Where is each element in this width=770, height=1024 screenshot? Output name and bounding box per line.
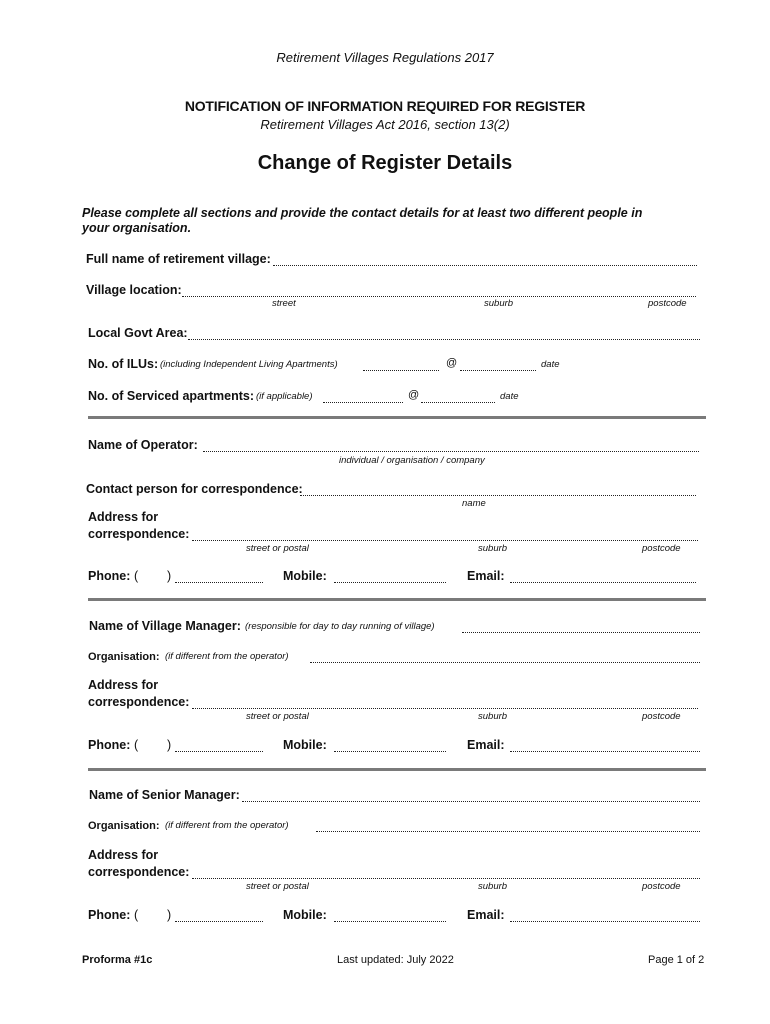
serviced-date-field[interactable] bbox=[421, 401, 495, 403]
ilus-count-field[interactable] bbox=[363, 369, 439, 371]
last-updated: Last updated: July 2022 bbox=[337, 954, 454, 966]
proforma-number: Proforma #1c bbox=[82, 954, 153, 966]
ilus-label: No. of ILUs: bbox=[88, 357, 159, 371]
manager-org-note: (if different from the operator) bbox=[165, 651, 289, 662]
manager-address-label-2: correspondence: bbox=[88, 695, 190, 709]
village-location-label: Village location: bbox=[86, 283, 182, 297]
operator-phone-paren-open: ( bbox=[134, 569, 139, 583]
manager-suburb-hint: suburb bbox=[478, 711, 508, 722]
senior-address-field[interactable] bbox=[192, 877, 700, 879]
village-name-label: Full name of retirement village: bbox=[86, 252, 271, 266]
ilus-note: (including Independent Living Apartments) bbox=[160, 359, 338, 370]
senior-org-label: Organisation: bbox=[88, 820, 160, 832]
senior-mobile-label: Mobile: bbox=[283, 908, 327, 922]
manager-postcode-hint: postcode bbox=[642, 711, 681, 722]
manager-street-hint: street or postal bbox=[246, 711, 309, 722]
manager-name-field[interactable] bbox=[462, 631, 700, 633]
serviced-at: @ bbox=[408, 389, 420, 401]
serviced-date-hint: date bbox=[500, 391, 519, 402]
senior-org-note: (if different from the operator) bbox=[165, 820, 289, 831]
regulation-title: Retirement Villages Regulations 2017 bbox=[276, 50, 494, 65]
senior-mobile-field[interactable] bbox=[334, 920, 446, 922]
suburb-hint: suburb bbox=[484, 298, 514, 309]
senior-org-field[interactable] bbox=[316, 830, 700, 832]
contact-person-label: Contact person for correspondence: bbox=[86, 482, 303, 496]
instruction-line-2: your organisation. bbox=[82, 221, 192, 235]
manager-org-label: Organisation: bbox=[88, 651, 160, 663]
contact-person-field[interactable] bbox=[300, 494, 696, 496]
village-location-field[interactable] bbox=[182, 295, 696, 297]
section-divider-2 bbox=[88, 598, 706, 601]
operator-phone-label: Phone: bbox=[88, 569, 131, 583]
operator-address-field[interactable] bbox=[192, 539, 698, 541]
senior-email-label: Email: bbox=[467, 908, 505, 922]
senior-phone-paren-open: ( bbox=[134, 908, 139, 922]
operator-address-label-2: correspondence: bbox=[88, 527, 190, 541]
senior-phone-paren-close: ) bbox=[167, 908, 172, 922]
manager-address-label-1: Address for bbox=[88, 678, 159, 692]
lga-field[interactable] bbox=[188, 338, 700, 340]
senior-address-label-1: Address for bbox=[88, 848, 159, 862]
manager-mobile-field[interactable] bbox=[334, 750, 446, 752]
village-name-field[interactable] bbox=[273, 264, 697, 266]
serviced-count-field[interactable] bbox=[323, 401, 403, 403]
operator-mobile-field[interactable] bbox=[334, 581, 446, 583]
operator-suburb-hint: suburb bbox=[478, 543, 508, 554]
instruction-line-1: Please complete all sections and provide the contact details for at least two different people in bbox=[82, 206, 643, 220]
street-hint: street bbox=[272, 298, 296, 309]
operator-address-label-1: Address for bbox=[88, 510, 159, 524]
act-reference: Retirement Villages Act 2016, section 13(2) bbox=[260, 117, 510, 132]
manager-address-field[interactable] bbox=[192, 707, 698, 709]
operator-email-field[interactable] bbox=[510, 581, 696, 583]
manager-email-field[interactable] bbox=[510, 750, 700, 752]
page-title: Change of Register Details bbox=[257, 152, 513, 174]
ilus-at: @ bbox=[446, 357, 458, 369]
manager-name-note: (responsible for day to day running of village) bbox=[245, 621, 435, 632]
manager-phone-paren-open: ( bbox=[134, 738, 139, 752]
ilus-date-hint: date bbox=[541, 359, 560, 370]
operator-street-hint: street or postal bbox=[246, 543, 309, 554]
senior-email-field[interactable] bbox=[510, 920, 700, 922]
section-divider-3 bbox=[88, 768, 706, 771]
senior-address-label-2: correspondence: bbox=[88, 865, 190, 879]
manager-org-field[interactable] bbox=[310, 661, 700, 663]
contact-name-hint: name bbox=[462, 498, 486, 509]
senior-postcode-hint: postcode bbox=[642, 881, 681, 892]
operator-email-label: Email: bbox=[467, 569, 505, 583]
senior-phone-label: Phone: bbox=[88, 908, 131, 922]
senior-name-label: Name of Senior Manager: bbox=[89, 788, 240, 802]
manager-name-label: Name of Village Manager: bbox=[89, 619, 241, 633]
operator-phone-field[interactable] bbox=[175, 581, 263, 583]
postcode-hint: postcode bbox=[648, 298, 687, 309]
manager-mobile-label: Mobile: bbox=[283, 738, 327, 752]
operator-mobile-label: Mobile: bbox=[283, 569, 327, 583]
manager-phone-paren-close: ) bbox=[167, 738, 172, 752]
senior-street-hint: street or postal bbox=[246, 881, 309, 892]
operator-postcode-hint: postcode bbox=[642, 543, 681, 554]
notification-heading: NOTIFICATION OF INFORMATION REQUIRED FOR REGISTER bbox=[184, 98, 586, 114]
operator-phone-paren-close: ) bbox=[167, 569, 172, 583]
manager-phone-field[interactable] bbox=[175, 750, 263, 752]
senior-name-field[interactable] bbox=[242, 800, 700, 802]
manager-email-label: Email: bbox=[467, 738, 505, 752]
ilus-date-field[interactable] bbox=[460, 369, 536, 371]
manager-phone-label: Phone: bbox=[88, 738, 131, 752]
serviced-label: No. of Serviced apartments: bbox=[88, 389, 255, 403]
section-divider-1 bbox=[88, 416, 706, 419]
operator-name-field[interactable] bbox=[203, 450, 699, 452]
operator-type-hint: individual / organisation / company bbox=[339, 455, 485, 466]
serviced-note: (if applicable) bbox=[256, 391, 313, 402]
operator-name-label: Name of Operator: bbox=[88, 438, 198, 452]
senior-suburb-hint: suburb bbox=[478, 881, 508, 892]
page-number: Page 1 of 2 bbox=[648, 954, 705, 966]
senior-phone-field[interactable] bbox=[175, 920, 263, 922]
lga-label: Local Govt Area: bbox=[88, 326, 188, 340]
